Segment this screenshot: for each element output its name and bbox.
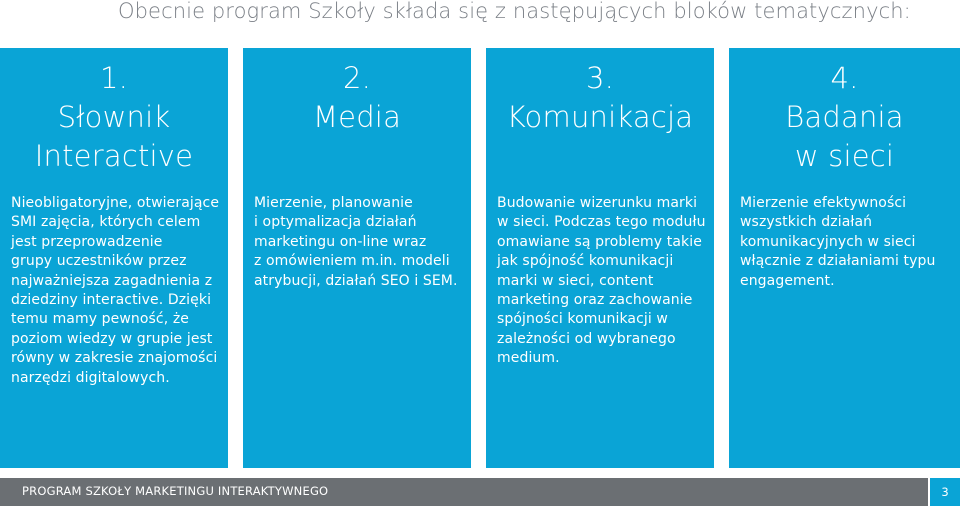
description-line: SMI zajęcia, których celem xyxy=(11,214,201,231)
topic-description xyxy=(740,194,950,291)
description-line: i optymalizacja działań xyxy=(254,214,417,231)
topic-number: 1. xyxy=(99,61,129,95)
description-line: Budowanie wizerunku marki xyxy=(497,195,698,211)
description-line: engagement. xyxy=(740,272,835,289)
description-line: marketingu on-line wraz xyxy=(254,233,427,250)
topic-title-line: w sieci xyxy=(794,139,895,173)
topic-block-4 xyxy=(729,48,960,468)
description-line: Mierzenie efektywności xyxy=(740,195,907,211)
topic-title xyxy=(0,59,228,176)
description-line: włącznie z działaniami typu xyxy=(740,253,936,270)
description-line: medium. xyxy=(497,350,560,367)
topic-description xyxy=(497,194,704,369)
topic-title-line: Komunikacja xyxy=(506,100,694,134)
description-line: Nieobligatoryjne, otwierające xyxy=(11,195,220,211)
description-line: Mierzenie, planowanie xyxy=(254,195,413,211)
description-line: najważniejsza zagadnienia z xyxy=(11,272,213,289)
topic-title-line: Słownik xyxy=(57,100,171,134)
description-line: jest przeprowadzenie xyxy=(11,233,163,250)
description-line: dziedziny interactive. Dzięki xyxy=(11,292,212,309)
description-line: spójności komunikacji w xyxy=(497,311,668,328)
topic-title xyxy=(486,59,714,137)
topic-title xyxy=(243,59,471,137)
topic-title-line: Interactive xyxy=(34,139,194,173)
description-line: temu mamy pewność, że xyxy=(11,311,189,328)
description-line: jak spójność komunikacji xyxy=(497,253,674,270)
topic-description xyxy=(11,194,218,388)
description-line: równy w zakresie znajomości xyxy=(11,350,218,367)
description-line: atrybucji, działań SEO i SEM. xyxy=(254,272,458,289)
topic-title xyxy=(729,59,960,176)
topic-block-1 xyxy=(0,48,228,468)
description-line: z omówieniem m.in. modeli xyxy=(254,253,450,270)
footer-title: PROGRAM SZKOŁY MARKETINGU INTERAKTYWNEGO xyxy=(22,484,329,498)
description-line: grupy uczestników przez xyxy=(11,253,187,270)
topic-number: 2. xyxy=(342,61,372,95)
description-line: poziom wiedzy w grupie jest xyxy=(11,330,213,347)
topic-title-line: Badania xyxy=(785,100,904,134)
description-line: wszystkich działań xyxy=(740,214,873,231)
description-line: marketing oraz zachowanie xyxy=(497,292,693,309)
description-line: narzędzi digitalowych. xyxy=(11,369,170,386)
topic-description xyxy=(254,194,461,291)
topic-block-3 xyxy=(486,48,714,468)
description-line: komunikacyjnych w sieci xyxy=(740,233,916,250)
topic-number: 3. xyxy=(585,61,615,95)
description-line: omawiane są problemy takie xyxy=(497,233,702,250)
page-title: Obecnie program Szkoły składa się z następujących bloków tematycznych: xyxy=(118,0,911,23)
page-number: 3 xyxy=(930,478,960,506)
description-line: w sieci. Podczas tego modułu xyxy=(497,214,706,231)
topic-block-2 xyxy=(243,48,471,468)
description-line: marki w sieci, content xyxy=(497,272,654,289)
description-line: zależności od wybranego xyxy=(497,330,676,347)
topic-title-line: Media xyxy=(312,100,402,134)
topic-number: 4. xyxy=(830,61,859,95)
